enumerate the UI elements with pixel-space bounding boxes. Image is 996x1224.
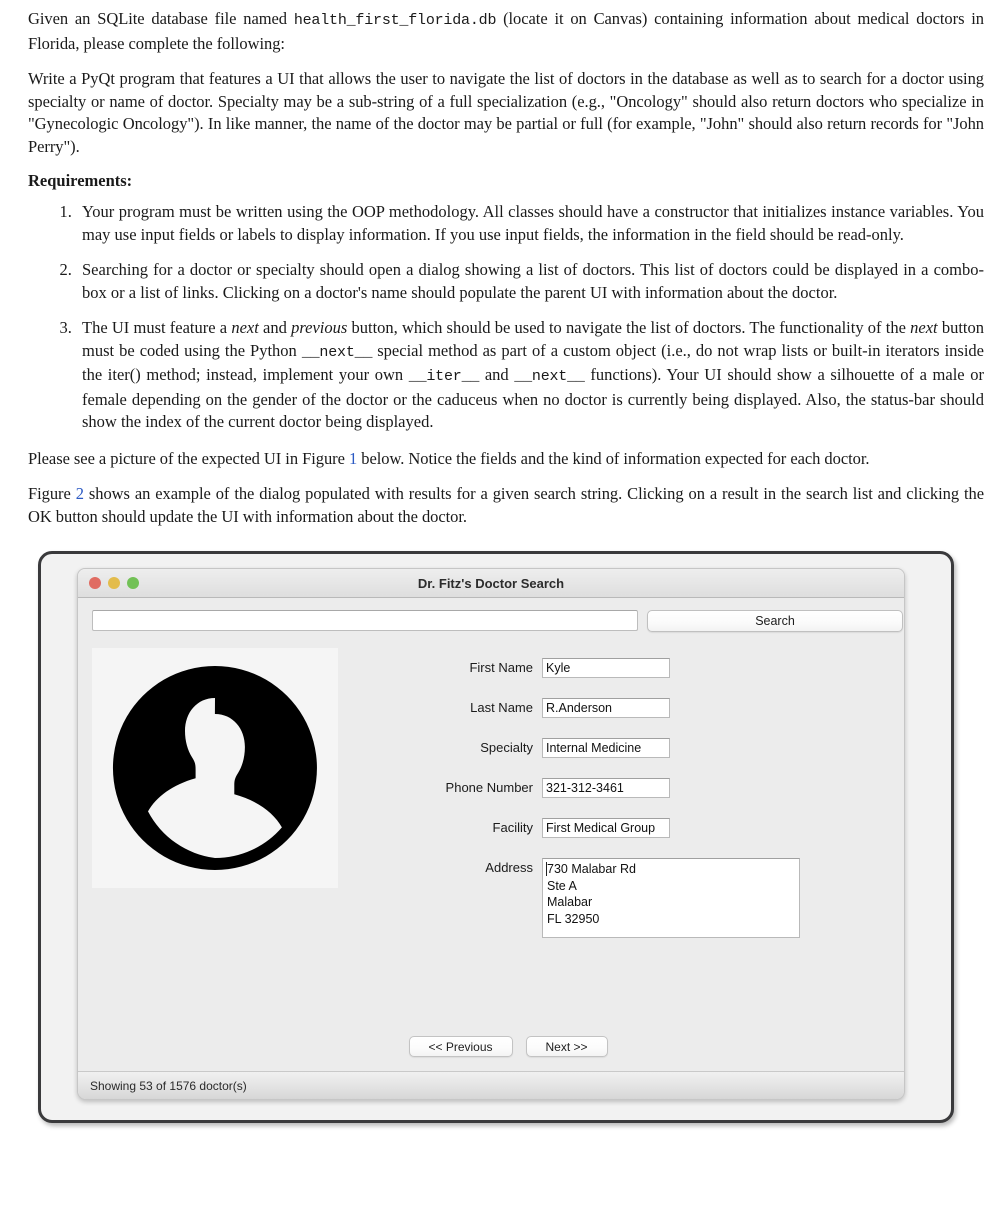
fig1-seg-1: Please see a picture of the expected UI in Figure xyxy=(28,448,349,468)
fig2-seg-1: Figure xyxy=(28,484,76,503)
first-name-value[interactable]: Kyle xyxy=(542,658,670,678)
address-line-3: Malabar xyxy=(547,895,593,909)
req3-seg-1: The UI must feature a xyxy=(82,318,232,337)
address-label: Address xyxy=(485,860,533,875)
paragraph-intro xyxy=(28,0,984,55)
field-row-specialty xyxy=(342,738,890,758)
requirement-item-1: 1. Your program must be written using the OOP methodology. All classes should have a constructor that initializes instance variables. You may use input fields or labels to display information. If you use input fields, the information in the field should be read-only. xyxy=(76,201,984,246)
next-button[interactable]: Next >> xyxy=(526,1036,608,1057)
text-caret xyxy=(546,862,547,876)
status-bar-text: Showing 53 of 1576 doctor(s) xyxy=(90,1078,247,1093)
window-content xyxy=(78,598,904,1071)
field-row-first-name xyxy=(342,658,890,678)
req3-seg-4: button must be coded using the Python xyxy=(82,318,985,360)
document-body xyxy=(0,0,996,528)
minimize-window-button[interactable] xyxy=(108,577,120,589)
search-bar xyxy=(92,610,890,632)
address-line-2: Ste A xyxy=(547,878,577,893)
field-row-facility xyxy=(342,818,890,838)
phone-number-label: Phone Number xyxy=(445,780,533,795)
doctor-detail-area xyxy=(92,648,890,1022)
req3-seg-6: and xyxy=(479,365,515,384)
last-name-label: Last Name xyxy=(470,700,533,715)
req3-code-iter: __iter__ xyxy=(408,368,480,385)
requirement-item-2: 2. Searching for a doctor or specialty should open a dialog showing a list of doctors. This list of doctors could be displayed in a combo-box or a list of links. Clicking on a doctor's name should populate the parent UI with information about the doctor. xyxy=(76,259,984,304)
search-button[interactable]: Search xyxy=(647,610,903,632)
specialty-label: Specialty xyxy=(480,740,533,755)
screenshot-frame xyxy=(38,551,954,1123)
req3-seg-3: button, which should be used to navigate the list of doctors. The functionality of the xyxy=(347,318,911,337)
intro-text-before: Given an SQLite database file named xyxy=(28,9,294,28)
db-filename-code: health_first_florida.db xyxy=(293,12,497,29)
first-name-label: First Name xyxy=(469,660,533,675)
address-line-1: 730 Malabar Rd xyxy=(547,862,636,876)
fig1-seg-2: below. Notice the fields and the kind of information expected for each doctor. xyxy=(357,448,870,468)
paragraph-task: Write a PyQt program that features a UI that allows the user to navigate the list of doctors in the database as well as to search for a doctor using specialty or name of doctor. Specialty may be a sub-string of a full specialization (e.g., "Oncology" should also return doctors who specialize in "Gynecologic Oncology"). In like manner, the name of the doctor may be partial or full (for example, "John" should also return records for "John Perry"). xyxy=(28,69,984,156)
search-input[interactable] xyxy=(92,610,638,631)
intro-text-after: (locate it on Canvas) containing information about medical doctors in Florida, please complete the following: xyxy=(28,9,984,53)
last-name-value[interactable]: R.Anderson xyxy=(542,698,670,718)
fig2-seg-2: shows an example of the dialog populated with results for a given search string. Clicking on a result in the search list and clicking the OK button should update the UI with information about the doctor. xyxy=(28,484,984,526)
paragraph-figure1 xyxy=(28,448,984,471)
previous-button[interactable]: << Previous xyxy=(409,1036,513,1057)
window-titlebar xyxy=(78,569,904,598)
field-row-phone-number xyxy=(342,778,890,798)
figure-1 xyxy=(0,541,996,1123)
req3-em-next-2: next xyxy=(910,318,938,337)
field-row-address xyxy=(342,858,890,938)
window-title: Dr. Fitz's Doctor Search xyxy=(417,575,565,591)
figure-2-reference[interactable]: 2 xyxy=(75,484,84,503)
req3-code-next-1: __next__ xyxy=(301,343,373,361)
req3-em-next-1: next xyxy=(231,318,259,337)
req3-seg-2: and xyxy=(258,318,292,337)
status-bar xyxy=(78,1071,904,1099)
zoom-window-button[interactable] xyxy=(127,577,139,589)
phone-number-value[interactable]: 321-312-3461 xyxy=(542,778,670,798)
facility-value[interactable]: First Medical Group xyxy=(542,818,670,838)
req3-em-previous: previous xyxy=(291,318,348,337)
navigation-buttons xyxy=(92,1022,890,1057)
paragraph-figure2 xyxy=(28,483,984,528)
address-line-4: FL 32950 xyxy=(547,911,600,926)
facility-label: Facility xyxy=(492,820,533,835)
specialty-value[interactable]: Internal Medicine xyxy=(542,738,670,758)
figure-1-reference[interactable]: 1 xyxy=(348,448,358,468)
requirements-list xyxy=(28,201,984,434)
close-window-button[interactable] xyxy=(89,577,101,589)
address-value[interactable] xyxy=(542,858,800,938)
male-silhouette-icon xyxy=(111,664,319,872)
req3-code-next-2: __next__ xyxy=(514,368,585,385)
doctor-fields xyxy=(338,648,890,1022)
field-row-last-name xyxy=(342,698,890,718)
doctor-photo-panel xyxy=(92,648,338,888)
requirement-item-3 xyxy=(76,317,984,434)
req3-seg-7: functions). Your UI should show a silhouette of a male or female depending on the gender of the doctor or the caduceus when no doctor is currently being displayed. Also, the status-bar should show the index of the current doctor being displayed. xyxy=(82,365,984,431)
doctor-search-window xyxy=(77,568,905,1100)
req3-seg-5: special method as part of a custom object (i.e., do not wrap lists or built-in iterators inside the iter() method; instead, implement your own xyxy=(82,340,984,384)
traffic-lights xyxy=(78,577,139,589)
requirements-heading: Requirements: xyxy=(28,171,133,190)
